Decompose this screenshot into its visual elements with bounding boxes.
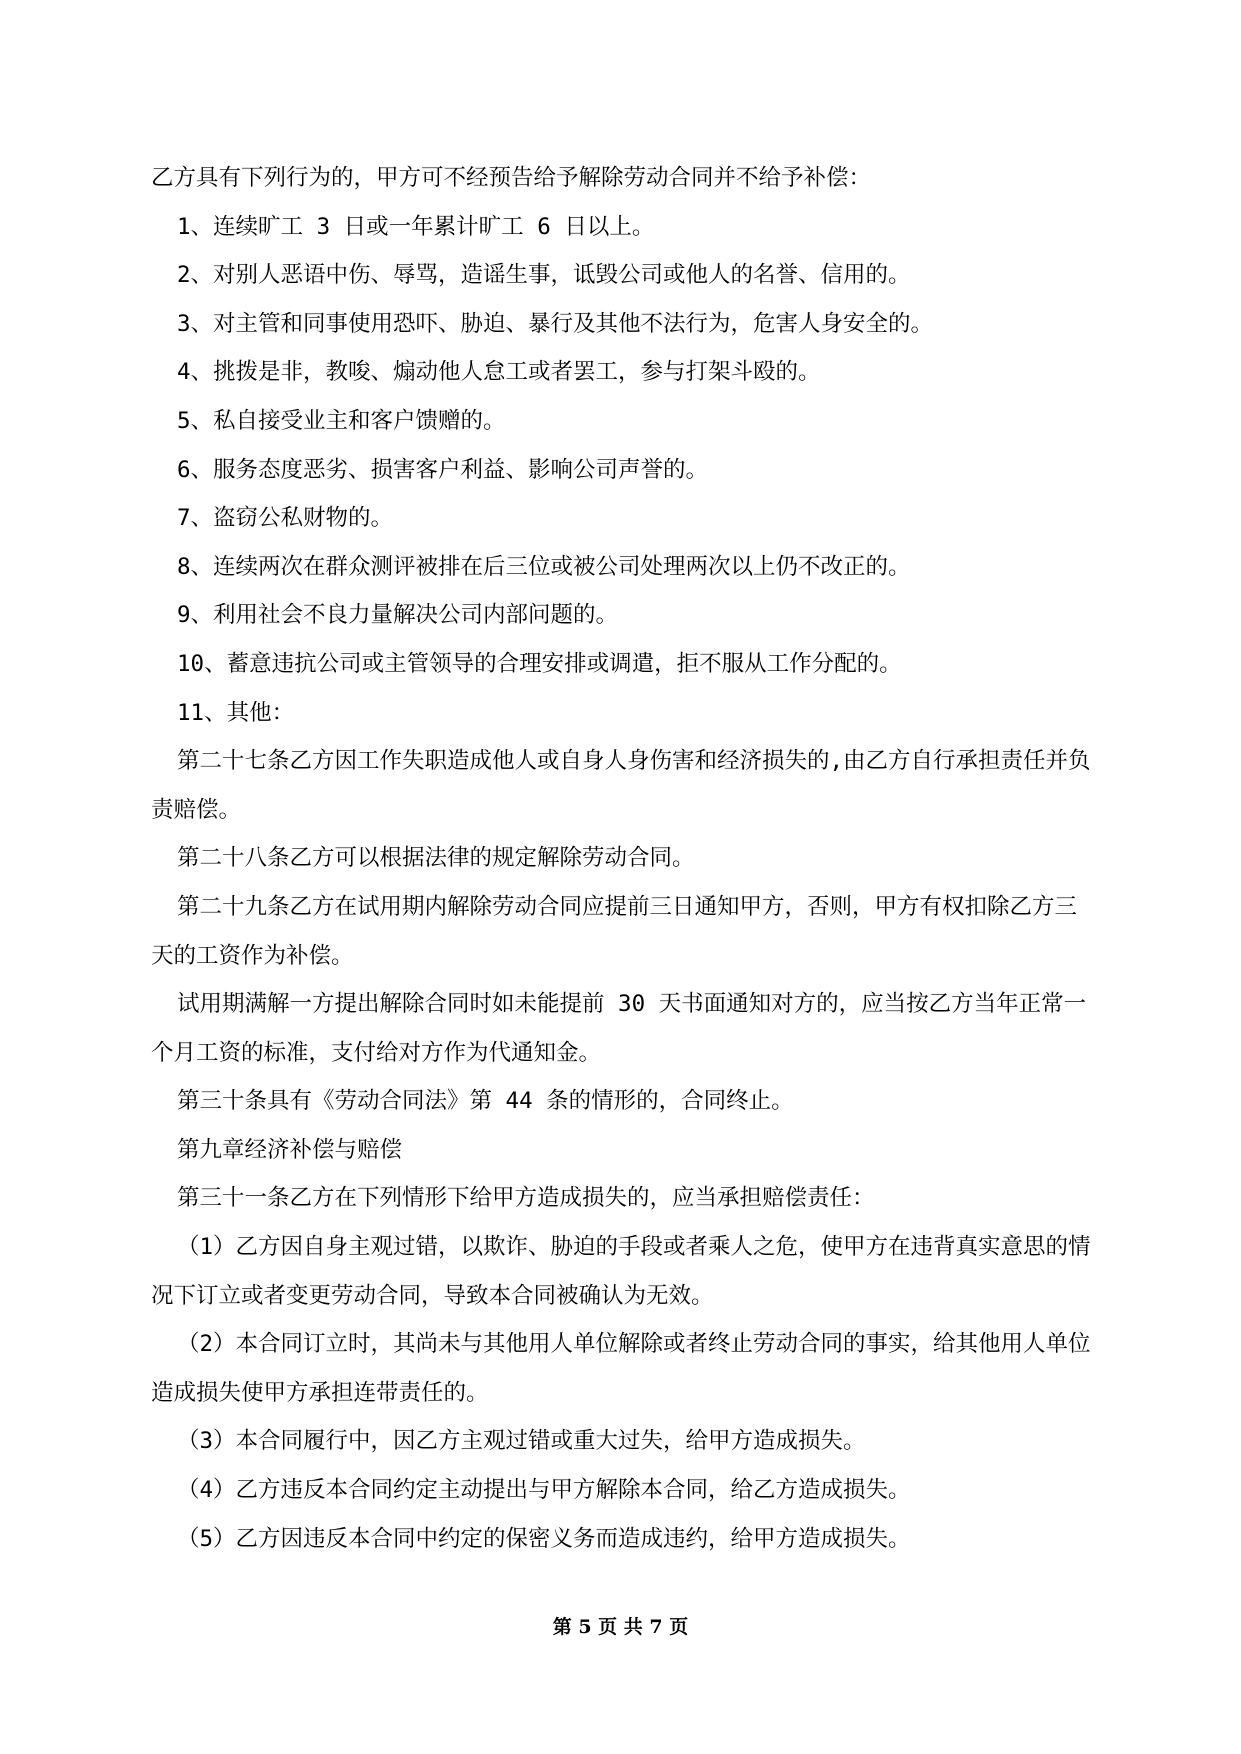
page-number-footer: 第 5 页 共 7 页 xyxy=(552,1616,689,1638)
list-item-6: 6、服务态度恶劣、损害客户利益、影响公司声誉的。 xyxy=(177,456,709,483)
chapter-9-heading: 第九章经济补偿与赔偿 xyxy=(177,1136,403,1163)
clause-5: （5）乙方因违反本合同中约定的保密义务而造成违约，给甲方造成损失。 xyxy=(177,1525,911,1552)
clause-4: （4）乙方违反本合同约定主动提出与甲方解除本合同，给乙方造成损失。 xyxy=(177,1477,911,1504)
list-item-11: 11、其他： xyxy=(177,699,295,726)
article-28: 第二十八条乙方可以根据法律的规定解除劳动合同。 xyxy=(177,845,695,872)
list-item-5: 5、私自接受业主和客户馈赠的。 xyxy=(177,407,506,434)
clause-3: （3）本合同履行中，因乙方主观过错或重大过失，给甲方造成损失。 xyxy=(177,1428,866,1455)
list-item-4: 4、挑拨是非，教唆、煽动他人怠工或者罢工，参与打架斗殴的。 xyxy=(177,359,821,386)
list-item-9: 9、利用社会不良力量解决公司内部问题的。 xyxy=(177,602,619,629)
list-item-1: 1、连续旷工 3 日或一年累计旷工 6 日以上。 xyxy=(177,213,655,240)
list-item-3: 3、对主管和同事使用恐吓、胁迫、暴行及其他不法行为，危害人身安全的。 xyxy=(177,310,934,337)
article-30: 第三十条具有《劳动合同法》第 44 条的情形的，合同终止。 xyxy=(177,1088,794,1115)
paragraph-1: 乙方具有下列行为的，甲方可不经预告给予解除劳动合同并不给予补偿： xyxy=(151,165,872,191)
article-31: 第三十一条乙方在下列情形下给甲方造成损失的，应当承担赔偿责任： xyxy=(177,1185,875,1212)
probation-notice-paragraph: 试用期满解一方提出解除合同时如未能提前 30 天书面通知对方的，应当按乙方当年正常一个月工资的标准，支付给对方作为代通知金。 xyxy=(151,991,1087,1066)
article-27: 第二十七条乙方因工作失职造成他人或自身人身伤害和经济损失的,由乙方自行承担责任并负责赔偿。 xyxy=(151,748,1091,823)
list-item-10: 10、蓄意违抗公司或主管领导的合理安排或调遣，拒不服从工作分配的。 xyxy=(177,650,902,677)
article-29: 第二十九条乙方在试用期内解除劳动合同应提前三日通知甲方，否则，甲方有权扣除乙方三天的工资作为补偿。 xyxy=(151,893,1078,969)
clause-2: （2）本合同订立时，其尚未与其他用人单位解除或者终止劳动合同的事实，给其他用人单位造成损失使甲方承担连带责任的。 xyxy=(151,1331,1091,1406)
clause-1: （1）乙方因自身主观过错，以欺诈、胁迫的手段或者乘人之危，使甲方在违背真实意思的情况下订立或者变更劳动合同，导致本合同被确认为无效。 xyxy=(151,1234,1091,1309)
list-item-8: 8、连续两次在群众测评被排在后三位或被公司处理两次以上仍不改正的。 xyxy=(177,553,911,580)
list-item-7: 7、盗窃公私财物的。 xyxy=(177,505,394,532)
document-body xyxy=(151,154,1091,1563)
list-item-2: 2、对别人恶语中伤、辱骂，造谣生事，诋毁公司或他人的名誉、信用的。 xyxy=(177,262,911,289)
